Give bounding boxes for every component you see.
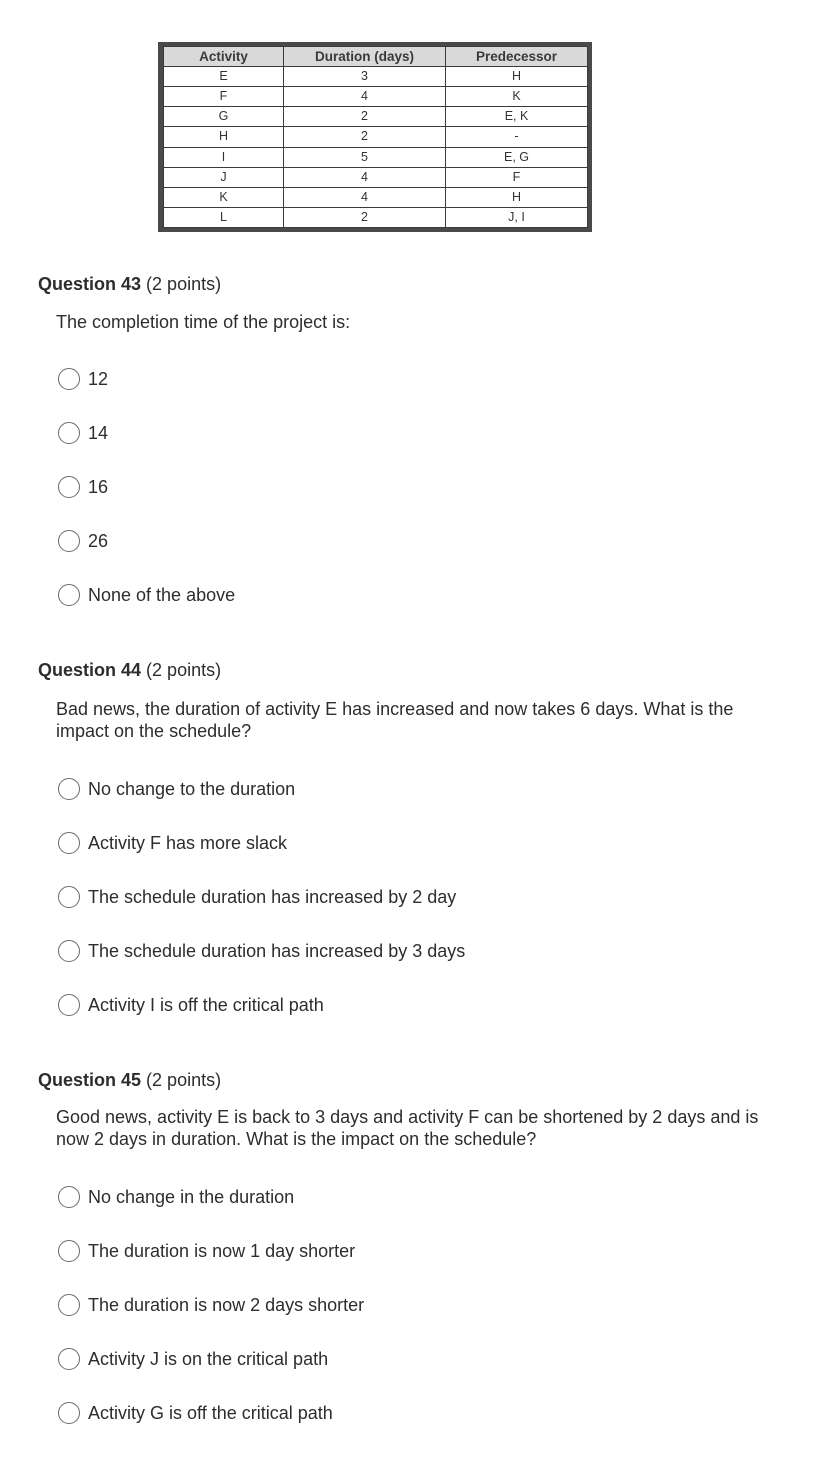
header-activity: Activity (164, 47, 284, 67)
cell-duration: 5 (284, 147, 446, 167)
cell-duration: 4 (284, 87, 446, 107)
radio-button[interactable] (58, 476, 80, 498)
cell-predecessor: J, I (446, 207, 588, 227)
radio-button[interactable] (58, 1348, 80, 1370)
q44-option-2[interactable] (58, 830, 287, 856)
table-row (164, 67, 588, 87)
option-label: Activity J is on the critical path (88, 1348, 329, 1369)
q44-option-5[interactable] (58, 992, 324, 1018)
radio-button[interactable] (58, 530, 80, 552)
cell-predecessor: H (446, 67, 588, 87)
radio-button[interactable] (58, 422, 80, 444)
q43-option-4[interactable] (58, 528, 108, 554)
option-label: Activity G is off the critical path (88, 1402, 333, 1423)
q43-option-2[interactable] (58, 420, 108, 446)
cell-activity: G (164, 107, 284, 127)
q45-option-1[interactable] (58, 1184, 294, 1210)
option-label: 26 (88, 530, 109, 551)
radio-button[interactable] (58, 1294, 80, 1316)
question-44-points: (2 points) (146, 660, 222, 680)
cell-duration: 2 (284, 207, 446, 227)
question-43-points: (2 points) (146, 274, 222, 294)
q43-option-3[interactable] (58, 474, 108, 500)
cell-activity: I (164, 147, 284, 167)
question-43-title (38, 274, 221, 295)
cell-duration: 3 (284, 67, 446, 87)
cell-predecessor: F (446, 167, 588, 187)
table-row (164, 127, 588, 147)
option-label: The duration is now 1 day shorter (88, 1240, 356, 1261)
q45-option-4[interactable] (58, 1346, 328, 1372)
q43-option-5[interactable] (58, 582, 235, 608)
table-row (164, 87, 588, 107)
option-label: No change to the duration (88, 778, 296, 799)
option-label: 16 (88, 476, 109, 497)
cell-predecessor: E, K (446, 107, 588, 127)
radio-button[interactable] (58, 1402, 80, 1424)
question-44-title (38, 660, 221, 681)
option-label: 14 (88, 422, 109, 443)
table-row (164, 167, 588, 187)
q44-option-4[interactable] (58, 938, 465, 964)
cell-activity: E (164, 67, 284, 87)
cell-activity: H (164, 127, 284, 147)
option-label: 12 (88, 368, 109, 389)
table-row (164, 107, 588, 127)
question-45-name: Question 45 (38, 1070, 142, 1090)
radio-button[interactable] (58, 368, 80, 390)
cell-predecessor: K (446, 87, 588, 107)
question-44-text: Bad news, the duration of activity E has increased and now takes 6 days. What is the impact on the schedule? (56, 699, 734, 741)
radio-button[interactable] (58, 1186, 80, 1208)
cell-activity: K (164, 187, 284, 207)
cell-duration: 2 (284, 127, 446, 147)
activity-table (163, 46, 588, 228)
question-43-text: The completion time of the project is: (56, 312, 351, 332)
activity-table-frame (158, 42, 592, 232)
question-45-title (38, 1070, 221, 1091)
table-row (164, 187, 588, 207)
radio-button[interactable] (58, 1240, 80, 1262)
q45-option-5[interactable] (58, 1400, 333, 1426)
question-45-points: (2 points) (146, 1070, 222, 1090)
radio-button[interactable] (58, 832, 80, 854)
option-label: The schedule duration has increased by 3 days (88, 940, 466, 961)
cell-activity: L (164, 207, 284, 227)
table-row (164, 147, 588, 167)
table-row (164, 207, 588, 227)
option-label: The schedule duration has increased by 2 day (88, 886, 457, 907)
q43-option-1[interactable] (58, 366, 108, 392)
radio-button[interactable] (58, 994, 80, 1016)
question-45-text: Good news, activity E is back to 3 days and activity F can be shortened by 2 days and is now 2 days in duration. What is the impact on the schedule? (56, 1107, 759, 1149)
q45-option-2[interactable] (58, 1238, 355, 1264)
option-label: Activity F has more slack (88, 832, 288, 853)
option-label: None of the above (88, 584, 236, 605)
q44-option-3[interactable] (58, 884, 456, 910)
cell-activity: F (164, 87, 284, 107)
header-predecessor: Predecessor (446, 47, 588, 67)
radio-button[interactable] (58, 584, 80, 606)
radio-button[interactable] (58, 886, 80, 908)
cell-activity: J (164, 167, 284, 187)
cell-predecessor: - (446, 127, 588, 147)
question-44-name: Question 44 (38, 660, 142, 680)
header-duration: Duration (days) (284, 47, 446, 67)
option-label: Activity I is off the critical path (88, 994, 324, 1015)
option-label: The duration is now 2 days shorter (88, 1294, 365, 1315)
cell-duration: 4 (284, 167, 446, 187)
question-43-name: Question 43 (38, 274, 142, 294)
radio-button[interactable] (58, 778, 80, 800)
q45-option-3[interactable] (58, 1292, 364, 1318)
cell-predecessor: E, G (446, 147, 588, 167)
q44-option-1[interactable] (58, 776, 295, 802)
table-header-row (164, 47, 588, 67)
cell-predecessor: H (446, 187, 588, 207)
cell-duration: 2 (284, 107, 446, 127)
cell-duration: 4 (284, 187, 446, 207)
option-label: No change in the duration (88, 1186, 295, 1207)
radio-button[interactable] (58, 940, 80, 962)
